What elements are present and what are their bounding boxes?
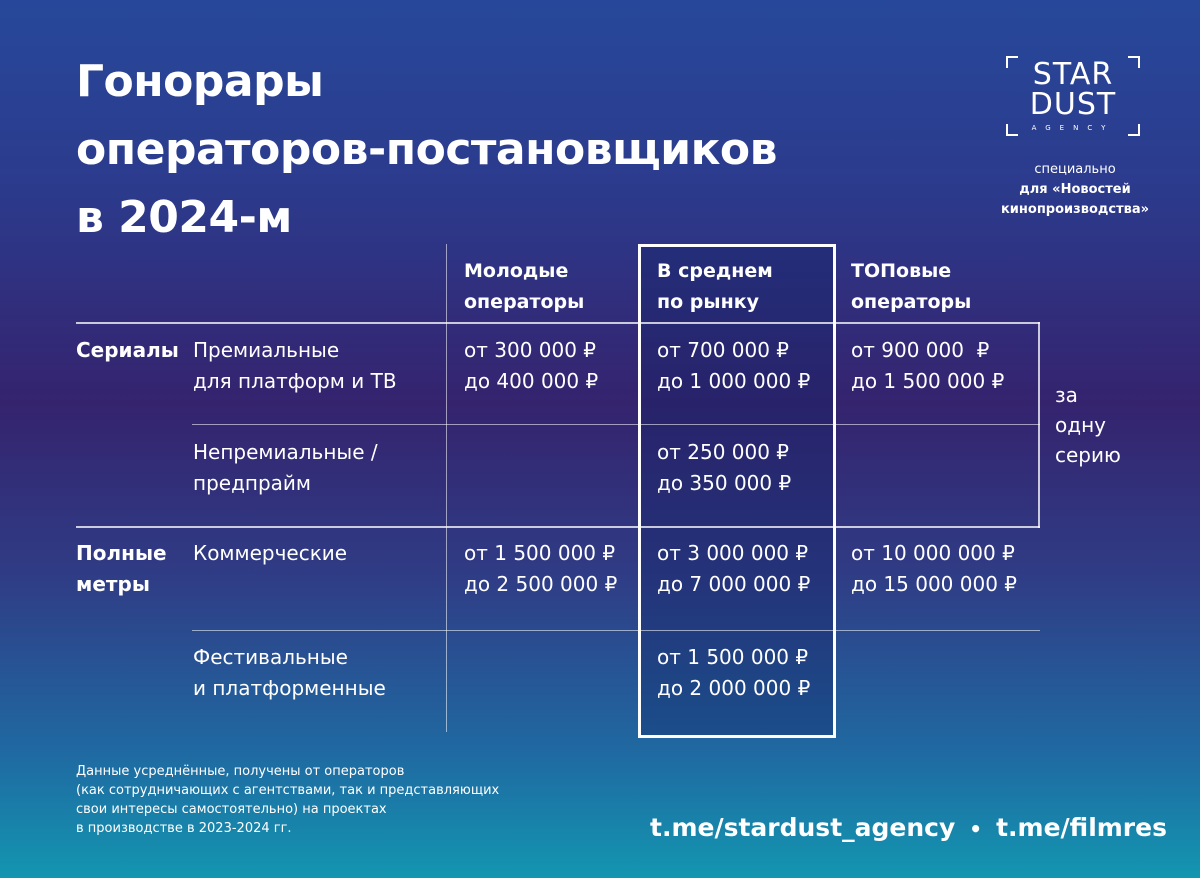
column-header-line: операторы [851, 291, 972, 313]
fee-from: от 3 000 000 ₽ [657, 541, 809, 565]
row-label-line: предпрайм [193, 471, 312, 495]
table-divider [1038, 322, 1040, 528]
row-label-line: Непремиальные / [193, 440, 378, 464]
column-header-line: операторы [464, 291, 585, 313]
column-header-young [464, 256, 584, 318]
fee-from: от 1 500 000 ₽ [657, 645, 809, 669]
fee-cell [851, 335, 1004, 397]
logo-word-dust: DUST [1029, 87, 1117, 122]
fee-to: до 400 000 ₽ [464, 369, 599, 393]
section-label-films [76, 538, 167, 600]
logo-word-star: STAR [1032, 57, 1114, 92]
row-label-premium [193, 335, 397, 397]
logo-caption [990, 160, 1160, 220]
fee-to: до 350 000 ₽ [657, 471, 792, 495]
fee-from: от 250 000 ₽ [657, 440, 790, 464]
fee-to: до 1 000 000 ₽ [657, 369, 811, 393]
stardust-logo [1006, 56, 1140, 136]
fee-cell [851, 538, 1017, 600]
row-label-line: и платформенные [193, 676, 386, 700]
table-divider [76, 526, 1040, 528]
title-line-1: Гонорары [76, 56, 324, 107]
column-header-line: ТОПовые [851, 260, 952, 282]
footnote-line: свои интересы самостоятельно) на проектах [76, 802, 387, 817]
per-episode-note [1055, 380, 1121, 470]
row-label-line: Премиальные [193, 338, 340, 362]
title-line-3: в 2024-м [76, 192, 292, 243]
fee-to: до 2 500 000 ₽ [464, 572, 618, 596]
fee-to: до 2 000 000 ₽ [657, 676, 811, 700]
table-divider [192, 630, 1040, 631]
column-header-line: по рынку [657, 291, 759, 313]
section-label-line: Полные [76, 541, 167, 565]
fee-cell [657, 538, 810, 600]
page-title [76, 48, 777, 252]
row-label-line: Фестивальные [193, 645, 348, 669]
section-label-series: Сериалы [76, 338, 179, 362]
title-line-2: операторов-постановщиков [76, 124, 778, 175]
table-divider [192, 424, 1040, 425]
row-label-commercial [193, 538, 347, 569]
note-line: за [1055, 383, 1078, 407]
footnote-line: в производстве в 2023-2024 гг. [76, 821, 292, 836]
fee-from: от 900 000 ₽ [851, 338, 990, 362]
links-row [650, 808, 1167, 849]
fee-from: от 300 000 ₽ [464, 338, 597, 362]
footnote-line: (как сотрудничающих с агентствами, так и представляющих [76, 783, 500, 798]
logo-caption-line: для «Новостей [1019, 182, 1131, 197]
fee-from: от 700 000 ₽ [657, 338, 790, 362]
fee-to: до 7 000 000 ₽ [657, 572, 811, 596]
fee-to: до 15 000 000 ₽ [851, 572, 1018, 596]
note-line: одну [1055, 413, 1106, 437]
row-label-line: Коммерческие [193, 541, 348, 565]
fee-cell [464, 335, 598, 397]
fee-cell [657, 437, 791, 499]
fee-cell [657, 335, 810, 397]
telegram-link-filmres[interactable]: t.me/filmres [996, 813, 1167, 842]
footnote [76, 762, 499, 838]
fee-cell [464, 538, 617, 600]
fee-from: от 10 000 000 ₽ [851, 541, 1015, 565]
logo-word-agency: AGENCY [1031, 124, 1115, 132]
telegram-link-stardust[interactable]: t.me/stardust_agency [650, 813, 956, 842]
note-line: серию [1055, 443, 1121, 467]
column-header-line: В среднем [657, 260, 773, 282]
column-header-average [657, 256, 773, 318]
table-divider [76, 322, 1040, 324]
row-label-festival [193, 642, 386, 704]
row-label-non-premium [193, 437, 378, 499]
logo-caption-line: специально [1034, 162, 1116, 177]
fee-from: от 1 500 000 ₽ [464, 541, 616, 565]
row-label-line: для платформ и ТВ [193, 369, 397, 393]
fee-cell [657, 642, 810, 704]
column-header-top [851, 256, 971, 318]
column-header-line: Молодые [464, 260, 569, 282]
footnote-line: Данные усреднённые, получены от операторов [76, 764, 405, 779]
section-label-line: метры [76, 572, 150, 596]
logo-caption-line: кинопроизводства» [1000, 202, 1150, 217]
table-divider [446, 244, 447, 732]
bullet-separator: • [969, 817, 983, 841]
fee-to: до 1 500 000 ₽ [851, 369, 1005, 393]
